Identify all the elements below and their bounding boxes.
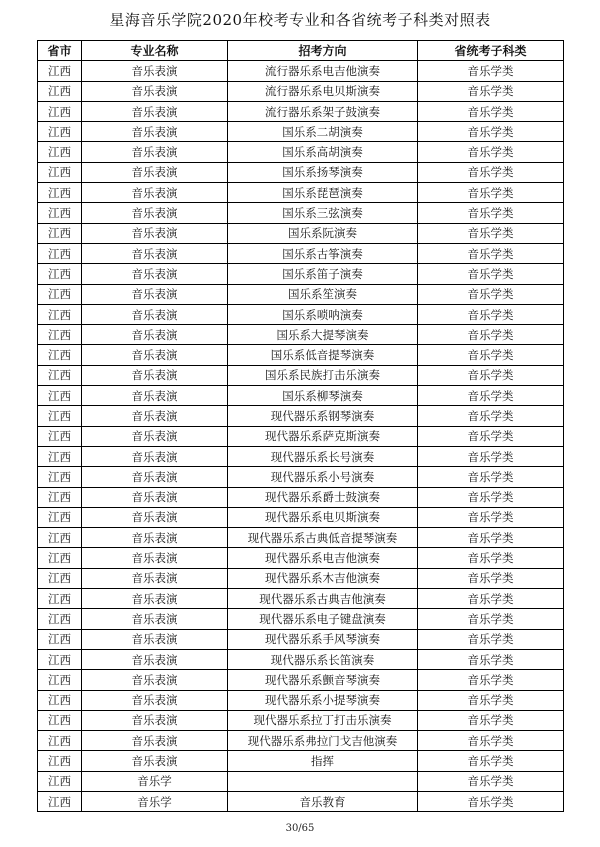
cell-direction: 流行器乐系电贝斯演奏 — [228, 81, 418, 101]
cell-direction: 国乐系二胡演奏 — [228, 122, 418, 142]
cell-province: 江西 — [38, 325, 82, 345]
table-row — [38, 507, 564, 527]
cell-subcategory: 音乐学类 — [418, 325, 564, 345]
cell-subcategory: 音乐学类 — [418, 690, 564, 710]
cell-province: 江西 — [38, 426, 82, 446]
cell-major-name: 音乐表演 — [82, 406, 228, 426]
cell-major-name: 音乐表演 — [82, 223, 228, 243]
cell-subcategory: 音乐学类 — [418, 101, 564, 121]
cell-direction: 流行器乐系架子鼓演奏 — [228, 101, 418, 121]
cell-major-name: 音乐表演 — [82, 101, 228, 121]
cell-subcategory: 音乐学类 — [418, 284, 564, 304]
cell-major-name: 音乐表演 — [82, 264, 228, 284]
table-row — [38, 304, 564, 324]
cell-direction: 国乐系笛子演奏 — [228, 264, 418, 284]
cell-major-name: 音乐表演 — [82, 61, 228, 81]
table-row — [38, 528, 564, 548]
cell-province: 江西 — [38, 548, 82, 568]
table-row — [38, 690, 564, 710]
table-row — [38, 568, 564, 588]
cell-direction: 国乐系琵琶演奏 — [228, 183, 418, 203]
cell-subcategory: 音乐学类 — [418, 649, 564, 669]
cell-subcategory: 音乐学类 — [418, 771, 564, 791]
cell-province: 江西 — [38, 162, 82, 182]
cell-direction: 现代器乐系电贝斯演奏 — [228, 507, 418, 527]
cell-province: 江西 — [38, 101, 82, 121]
cell-subcategory: 音乐学类 — [418, 528, 564, 548]
table-body — [38, 61, 564, 812]
cell-major-name: 音乐表演 — [82, 568, 228, 588]
cell-major-name: 音乐表演 — [82, 81, 228, 101]
cell-province: 江西 — [38, 568, 82, 588]
cell-direction: 现代器乐系长笛演奏 — [228, 649, 418, 669]
table-row — [38, 771, 564, 791]
cell-major-name: 音乐表演 — [82, 710, 228, 730]
cell-subcategory: 音乐学类 — [418, 162, 564, 182]
cell-direction: 国乐系大提琴演奏 — [228, 325, 418, 345]
cell-province: 江西 — [38, 345, 82, 365]
cell-subcategory: 音乐学类 — [418, 507, 564, 527]
cell-direction: 国乐系高胡演奏 — [228, 142, 418, 162]
table-row — [38, 609, 564, 629]
cell-province: 江西 — [38, 670, 82, 690]
cell-province: 江西 — [38, 243, 82, 263]
cell-direction: 国乐系笙演奏 — [228, 284, 418, 304]
cell-province: 江西 — [38, 365, 82, 385]
cell-subcategory: 音乐学类 — [418, 386, 564, 406]
cell-province: 江西 — [38, 122, 82, 142]
table-row — [38, 284, 564, 304]
cell-subcategory: 音乐学类 — [418, 710, 564, 730]
cell-direction: 国乐系低音提琴演奏 — [228, 345, 418, 365]
table-row — [38, 345, 564, 365]
cell-province: 江西 — [38, 386, 82, 406]
cell-direction: 现代器乐系爵士鼓演奏 — [228, 487, 418, 507]
table-row — [38, 81, 564, 101]
cell-direction — [228, 771, 418, 791]
table-row — [38, 467, 564, 487]
cell-direction: 现代器乐系长号演奏 — [228, 446, 418, 466]
cell-direction: 国乐系柳琴演奏 — [228, 386, 418, 406]
cell-major-name: 音乐表演 — [82, 609, 228, 629]
cell-province: 江西 — [38, 649, 82, 669]
table-row — [38, 223, 564, 243]
cell-direction: 现代器乐系手风琴演奏 — [228, 629, 418, 649]
cell-subcategory: 音乐学类 — [418, 264, 564, 284]
cell-subcategory: 音乐学类 — [418, 183, 564, 203]
cell-subcategory: 音乐学类 — [418, 81, 564, 101]
cell-major-name: 音乐表演 — [82, 243, 228, 263]
table-row — [38, 589, 564, 609]
page-number: 30/65 — [285, 823, 315, 834]
cell-direction: 指挥 — [228, 751, 418, 771]
cell-major-name: 音乐表演 — [82, 467, 228, 487]
cell-direction: 现代器乐系木吉他演奏 — [228, 568, 418, 588]
table-row — [38, 386, 564, 406]
cell-province: 江西 — [38, 609, 82, 629]
cell-subcategory: 音乐学类 — [418, 751, 564, 771]
cell-province: 江西 — [38, 710, 82, 730]
cell-subcategory: 音乐学类 — [418, 61, 564, 81]
cell-direction: 国乐系扬琴演奏 — [228, 162, 418, 182]
cell-major-name: 音乐表演 — [82, 325, 228, 345]
cell-subcategory: 音乐学类 — [418, 548, 564, 568]
cell-major-name: 音乐表演 — [82, 365, 228, 385]
cell-province: 江西 — [38, 406, 82, 426]
cell-major-name: 音乐表演 — [82, 649, 228, 669]
cell-province: 江西 — [38, 528, 82, 548]
table-row — [38, 629, 564, 649]
cell-province: 江西 — [38, 142, 82, 162]
cell-subcategory: 音乐学类 — [418, 670, 564, 690]
cell-province: 江西 — [38, 690, 82, 710]
cell-major-name: 音乐表演 — [82, 183, 228, 203]
cell-subcategory: 音乐学类 — [418, 365, 564, 385]
table-row — [38, 243, 564, 263]
cell-subcategory: 音乐学类 — [418, 345, 564, 365]
cell-province: 江西 — [38, 81, 82, 101]
cell-major-name: 音乐表演 — [82, 487, 228, 507]
table-row — [38, 183, 564, 203]
cell-province: 江西 — [38, 791, 82, 811]
table-row — [38, 751, 564, 771]
cell-direction: 现代器乐系萨克斯演奏 — [228, 426, 418, 446]
cell-province: 江西 — [38, 264, 82, 284]
table-row — [38, 365, 564, 385]
cell-province: 江西 — [38, 203, 82, 223]
cell-province: 江西 — [38, 487, 82, 507]
table-row — [38, 122, 564, 142]
cell-direction: 流行器乐系电吉他演奏 — [228, 61, 418, 81]
cell-province: 江西 — [38, 731, 82, 751]
table-row — [38, 548, 564, 568]
cell-province: 江西 — [38, 304, 82, 324]
cell-direction: 国乐系阮演奏 — [228, 223, 418, 243]
cell-major-name: 音乐学 — [82, 771, 228, 791]
cell-province: 江西 — [38, 589, 82, 609]
cell-province: 江西 — [38, 61, 82, 81]
table-header-row — [38, 41, 564, 61]
cell-province: 江西 — [38, 467, 82, 487]
cell-subcategory: 音乐学类 — [418, 203, 564, 223]
cell-direction: 现代器乐系弗拉门戈吉他演奏 — [228, 731, 418, 751]
cell-province: 江西 — [38, 771, 82, 791]
cell-province: 江西 — [38, 507, 82, 527]
table-row — [38, 61, 564, 81]
cell-major-name: 音乐表演 — [82, 426, 228, 446]
cell-major-name: 音乐表演 — [82, 345, 228, 365]
table-row — [38, 791, 564, 811]
cell-major-name: 音乐表演 — [82, 386, 228, 406]
cell-major-name: 音乐表演 — [82, 142, 228, 162]
cell-direction: 现代器乐系钢琴演奏 — [228, 406, 418, 426]
table-row — [38, 406, 564, 426]
cell-major-name: 音乐学 — [82, 791, 228, 811]
cell-direction: 现代器乐系小号演奏 — [228, 467, 418, 487]
cell-direction: 现代器乐系拉丁打击乐演奏 — [228, 710, 418, 730]
cell-province: 江西 — [38, 629, 82, 649]
cell-major-name: 音乐表演 — [82, 548, 228, 568]
table-row — [38, 426, 564, 446]
cell-subcategory: 音乐学类 — [418, 243, 564, 263]
cell-major-name: 音乐表演 — [82, 203, 228, 223]
cell-major-name: 音乐表演 — [82, 528, 228, 548]
table-row — [38, 670, 564, 690]
cell-subcategory: 音乐学类 — [418, 142, 564, 162]
cell-direction: 国乐系民族打击乐演奏 — [228, 365, 418, 385]
cell-subcategory: 音乐学类 — [418, 304, 564, 324]
cell-subcategory: 音乐学类 — [418, 426, 564, 446]
header-province: 省市 — [38, 41, 82, 61]
table-row — [38, 101, 564, 121]
cell-subcategory: 音乐学类 — [418, 406, 564, 426]
cell-subcategory: 音乐学类 — [418, 487, 564, 507]
cell-province: 江西 — [38, 223, 82, 243]
cell-major-name: 音乐表演 — [82, 507, 228, 527]
cell-major-name: 音乐表演 — [82, 162, 228, 182]
cell-major-name: 音乐表演 — [82, 446, 228, 466]
table-row — [38, 446, 564, 466]
cell-direction: 国乐系唢呐演奏 — [228, 304, 418, 324]
cell-major-name: 音乐表演 — [82, 751, 228, 771]
header-direction: 招考方向 — [228, 41, 418, 61]
cell-direction: 音乐教育 — [228, 791, 418, 811]
cell-direction: 现代器乐系古典吉他演奏 — [228, 589, 418, 609]
cell-subcategory: 音乐学类 — [418, 446, 564, 466]
cell-major-name: 音乐表演 — [82, 670, 228, 690]
cell-subcategory: 音乐学类 — [418, 223, 564, 243]
cell-subcategory: 音乐学类 — [418, 731, 564, 751]
cell-province: 江西 — [38, 284, 82, 304]
cell-major-name: 音乐表演 — [82, 690, 228, 710]
cell-major-name: 音乐表演 — [82, 629, 228, 649]
cell-direction: 现代器乐系电吉他演奏 — [228, 548, 418, 568]
cell-major-name: 音乐表演 — [82, 589, 228, 609]
table-row — [38, 710, 564, 730]
page-title: 星海音乐学院2020年校考专业和各省统考子科类对照表 — [109, 11, 491, 29]
table-row — [38, 325, 564, 345]
table-row — [38, 162, 564, 182]
table-row — [38, 731, 564, 751]
table-row — [38, 142, 564, 162]
cell-subcategory: 音乐学类 — [418, 568, 564, 588]
cell-province: 江西 — [38, 446, 82, 466]
header-subcategory: 省统考子科类 — [418, 41, 564, 61]
cell-direction: 国乐系三弦演奏 — [228, 203, 418, 223]
cell-subcategory: 音乐学类 — [418, 791, 564, 811]
cell-major-name: 音乐表演 — [82, 122, 228, 142]
cell-direction: 国乐系古筝演奏 — [228, 243, 418, 263]
major-mapping-table — [37, 40, 564, 812]
table-row — [38, 203, 564, 223]
table-row — [38, 487, 564, 507]
cell-subcategory: 音乐学类 — [418, 122, 564, 142]
table-row — [38, 264, 564, 284]
table-row — [38, 649, 564, 669]
header-major-name: 专业名称 — [82, 41, 228, 61]
cell-province: 江西 — [38, 183, 82, 203]
cell-province: 江西 — [38, 751, 82, 771]
cell-subcategory: 音乐学类 — [418, 589, 564, 609]
cell-major-name: 音乐表演 — [82, 304, 228, 324]
cell-major-name: 音乐表演 — [82, 284, 228, 304]
cell-direction: 现代器乐系小提琴演奏 — [228, 690, 418, 710]
cell-major-name: 音乐表演 — [82, 731, 228, 751]
cell-subcategory: 音乐学类 — [418, 467, 564, 487]
cell-direction: 现代器乐系电子键盘演奏 — [228, 609, 418, 629]
cell-direction: 现代器乐系古典低音提琴演奏 — [228, 528, 418, 548]
cell-subcategory: 音乐学类 — [418, 609, 564, 629]
cell-subcategory: 音乐学类 — [418, 629, 564, 649]
cell-direction: 现代器乐系颤音琴演奏 — [228, 670, 418, 690]
